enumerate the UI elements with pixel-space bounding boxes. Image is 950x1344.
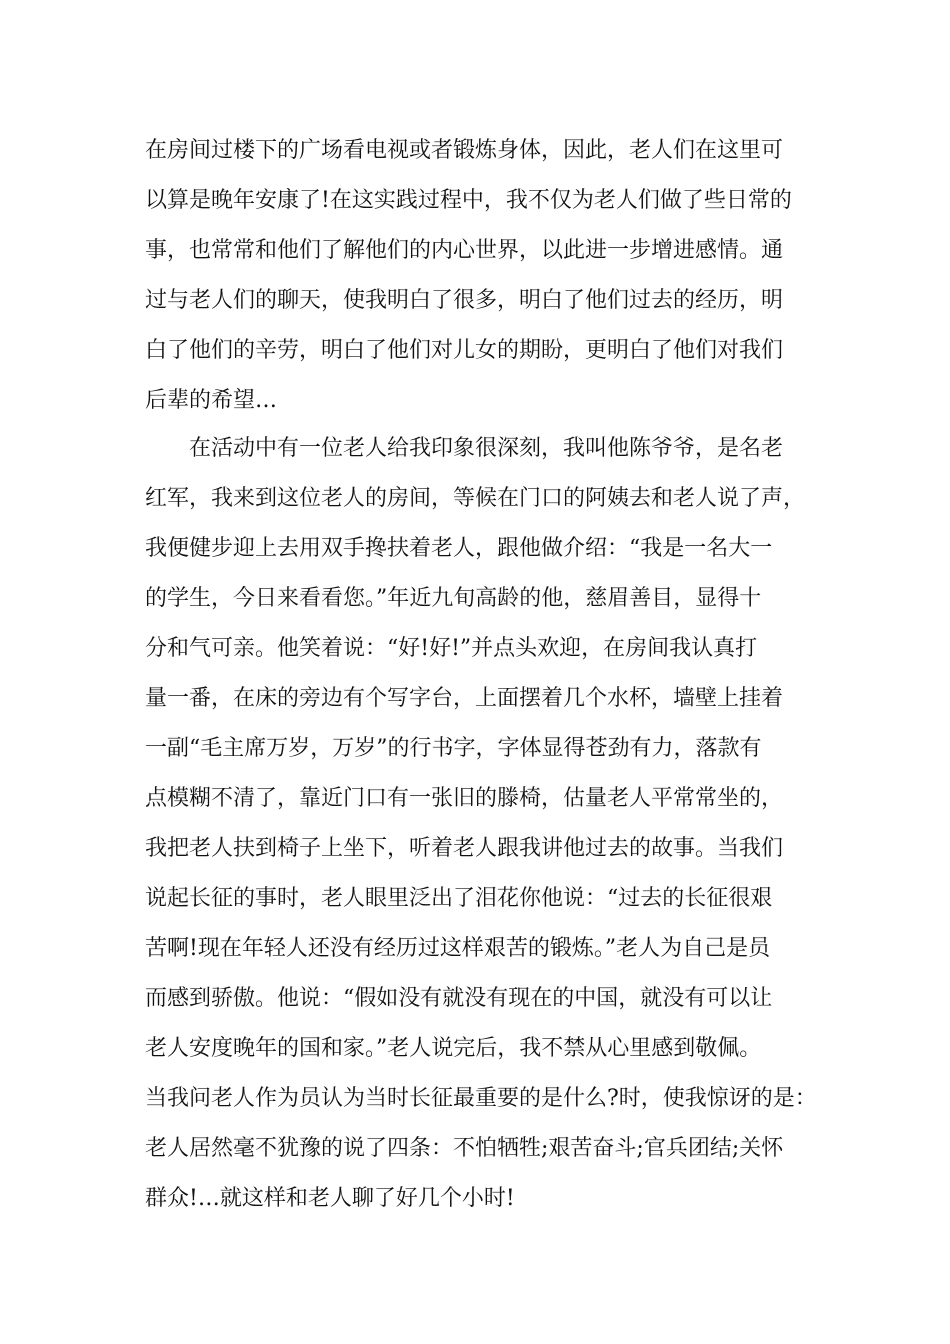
text-line: 红军，我来到这位老人的房间，等候在门口的阿姨去和老人说了声， bbox=[145, 486, 806, 511]
text-line: 老人安度晚年的国和家。”老人说完后，我不禁从心里感到敬佩。 bbox=[145, 1036, 762, 1061]
text-line: 说起长征的事时，老人眼里泛出了泪花你他说：“过去的长征很艰 bbox=[145, 886, 773, 911]
text-line: 的学生，今日来看看您。”年近九旬高龄的他，慈眉善目，显得十 bbox=[145, 586, 762, 611]
text-line: 以算是晚年安康了!在这实践过程中，我不仅为老人们做了些日常的 bbox=[145, 188, 792, 213]
text-line: 分和气可亲。他笑着说：“好!好!”并点头欢迎，在房间我认真打 bbox=[145, 636, 758, 661]
text-line: 在活动中有一位老人给我印象很深刻，我叫他陈爷爷，是名老 bbox=[189, 436, 784, 461]
text-line: 而感到骄傲。他说：“假如没有就没有现在的中国，就没有可以让 bbox=[145, 986, 773, 1011]
text-line: 后辈的希望… bbox=[145, 388, 278, 413]
text-line: 我便健步迎上去用双手搀扶着老人，跟他做介绍：“我是一名大一 bbox=[145, 536, 773, 561]
text-line: 老人居然毫不犹豫的说了四条：不怕牺牲;艰苦奋斗;官兵团结;关怀 bbox=[145, 1136, 784, 1161]
text-line: 事，也常常和他们了解他们的内心世界，以此进一步增进感情。通 bbox=[145, 238, 784, 263]
text-line: 一副“毛主席万岁，万岁”的行书字，字体显得苍劲有力，落款有 bbox=[145, 736, 762, 761]
paragraph-1 bbox=[145, 126, 825, 426]
paragraph-2 bbox=[145, 424, 825, 1224]
text-line: 过与老人们的聊天，使我明白了很多，明白了他们过去的经历，明 bbox=[145, 288, 784, 313]
text-line: 量一番，在床的旁边有个写字台，上面摆着几个水杯，墙壁上挂着 bbox=[145, 686, 784, 711]
text-line: 当我问老人作为员认为当时长征最重要的是什么?时，使我惊讶的是： bbox=[145, 1086, 817, 1111]
text-line: 苦啊!现在年轻人还没有经历过这样艰苦的锻炼。”老人为自己是员 bbox=[145, 936, 771, 961]
text-line: 群众!…就这样和老人聊了好几个小时! bbox=[145, 1186, 515, 1211]
text-line: 我把老人扶到椅子上坐下，听着老人跟我讲他过去的故事。当我们 bbox=[145, 836, 784, 861]
text-line: 白了他们的辛劳，明白了他们对儿女的期盼，更明白了他们对我们 bbox=[145, 338, 784, 363]
text-line: 点模糊不清了，靠近门口有一张旧的滕椅，估量老人平常常坐的， bbox=[145, 786, 784, 811]
text-line: 在房间过楼下的广场看电视或者锻炼身体，因此，老人们在这里可 bbox=[145, 138, 784, 163]
